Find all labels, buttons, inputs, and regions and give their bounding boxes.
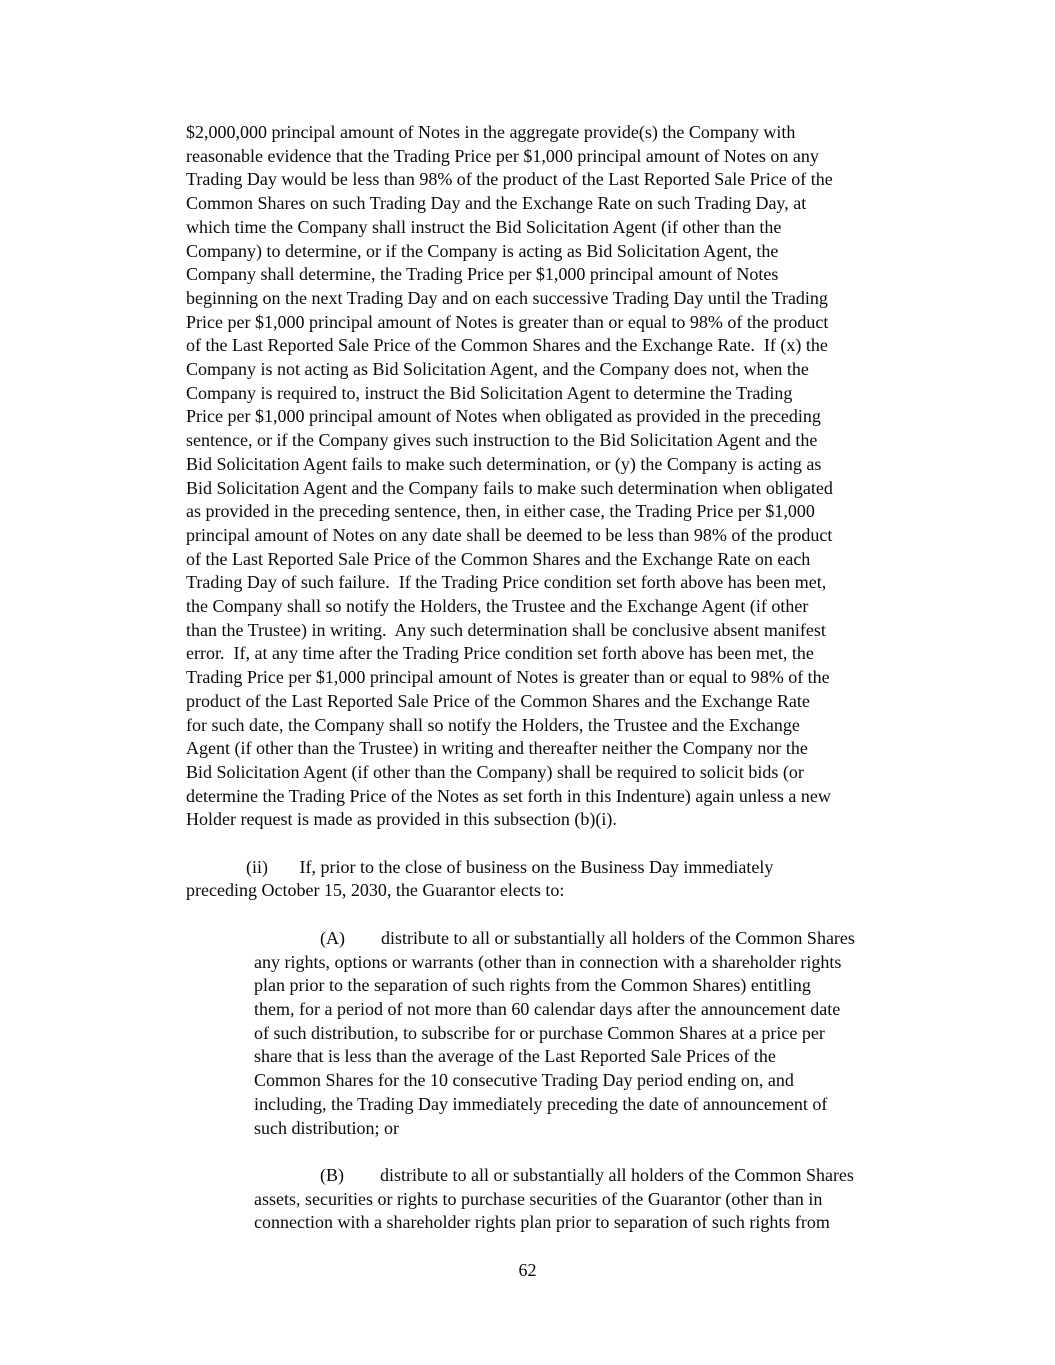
page-number: 62 [518,1259,537,1280]
text-line: of the Last Reported Sale Price of the Common Shares and the Exchange Rate. If (x) the [186,335,828,356]
text-line: Company is not acting as Bid Solicitation Agent, and the Company does not, when the [186,359,809,380]
text-line: Bid Solicitation Agent fails to make such determination, or (y) the Company is acting as [186,453,822,474]
text-line: for such date, the Company shall so notify the Holders, the Trustee and the Exchange [186,714,800,735]
text-line: as provided in the preceding sentence, then, in either case, the Trading Price per $1,000 [186,501,815,522]
text-line: connection with a shareholder rights plan prior to separation of such rights from [254,1212,830,1233]
text-line: Company) to determine, or if the Company is acting as Bid Solicitation Agent, the [186,240,779,261]
text-line: (ii) If, prior to the close of business on the Business Day immediately [246,856,774,877]
text-line: any rights, options or warrants (other than in connection with a shareholder rights [254,951,842,972]
text-line: them, for a period of not more than 60 calendar days after the announcement date [254,998,841,1019]
text-line: Common Shares for the 10 consecutive Trading Day period ending on, and [254,1070,794,1091]
text-line: Price per $1,000 principal amount of Notes is greater than or equal to 98% of the product [186,311,829,332]
text-line: Agent (if other than the Trustee) in writing and thereafter neither the Company nor the [186,738,808,759]
text-line: assets, securities or rights to purchase securities of the Guarantor (other than in [254,1188,823,1209]
text-line: preceding October 15, 2030, the Guarantor elects to: [186,880,565,901]
page-footer [0,1259,1055,1283]
text-line: error. If, at any time after the Trading Price condition set forth above has been met, the [186,643,814,664]
text-line: (A) distribute to all or substantially all holders of the Common Shares [320,927,855,948]
text-line: the Company shall so notify the Holders, the Trustee and the Exchange Agent (if other [186,596,809,617]
text-line: than the Trustee) in writing. Any such determination shall be conclusive absent manifest [186,619,826,640]
text-line: beginning on the next Trading Day and on each successive Trading Day until the Trading [186,287,828,308]
text-line: principal amount of Notes on any date shall be deemed to be less than 98% of the product [186,524,833,545]
text-line: Company shall determine, the Trading Price per $1,000 principal amount of Notes [186,264,779,285]
text-line: Trading Price per $1,000 principal amount of Notes is greater than or equal to 98% of the [186,667,830,688]
text-line: (B) distribute to all or substantially all holders of the Common Shares [320,1164,854,1185]
text-line: Company is required to, instruct the Bid Solicitation Agent to determine the Trading [186,382,793,403]
text-line: Holder request is made as provided in this subsection (b)(i). [186,809,617,830]
text-line: of such distribution, to subscribe for or purchase Common Shares at a price per [254,1022,825,1043]
text-line: Bid Solicitation Agent and the Company fails to make such determination when obligated [186,477,833,498]
text-line: of the Last Reported Sale Price of the Common Shares and the Exchange Rate on each [186,548,811,569]
paragraph [186,121,942,832]
text-line: share that is less than the average of the Last Reported Sale Prices of the [254,1046,776,1067]
text-line: Common Shares on such Trading Day and the Exchange Rate on such Trading Day, at [186,193,807,214]
paragraph [254,927,955,1140]
text-line: Trading Day would be less than 98% of the product of the Last Reported Sale Price of the [186,169,833,190]
text-line: plan prior to the separation of such rights from the Common Shares) entitling [254,975,811,996]
text-line: Bid Solicitation Agent (if other than the Company) shall be required to solicit bids (or [186,761,804,782]
paragraph [254,1164,955,1235]
text-line: determine the Trading Price of the Notes as set forth in this Indenture) again unless a new [186,785,831,806]
text-line: product of the Last Reported Sale Price of the Common Shares and the Exchange Rate [186,690,810,711]
text-line: Trading Day of such failure. If the Trading Price condition set forth above has been met, [186,572,827,593]
text-line: including, the Trading Day immediately preceding the date of announcement of [254,1093,828,1114]
text-line: Price per $1,000 principal amount of Notes when obligated as provided in the preceding [186,406,821,427]
text-line: such distribution; or [254,1117,399,1138]
text-line: which time the Company shall instruct the Bid Solicitation Agent (if other than the [186,216,782,237]
paragraph [186,856,942,903]
text-line: $2,000,000 principal amount of Notes in the aggregate provide(s) the Company with [186,122,796,142]
text-line: reasonable evidence that the Trading Price per $1,000 principal amount of Notes on any [186,145,819,166]
text-line: sentence, or if the Company gives such instruction to the Bid Solicitation Agent and the [186,430,818,451]
